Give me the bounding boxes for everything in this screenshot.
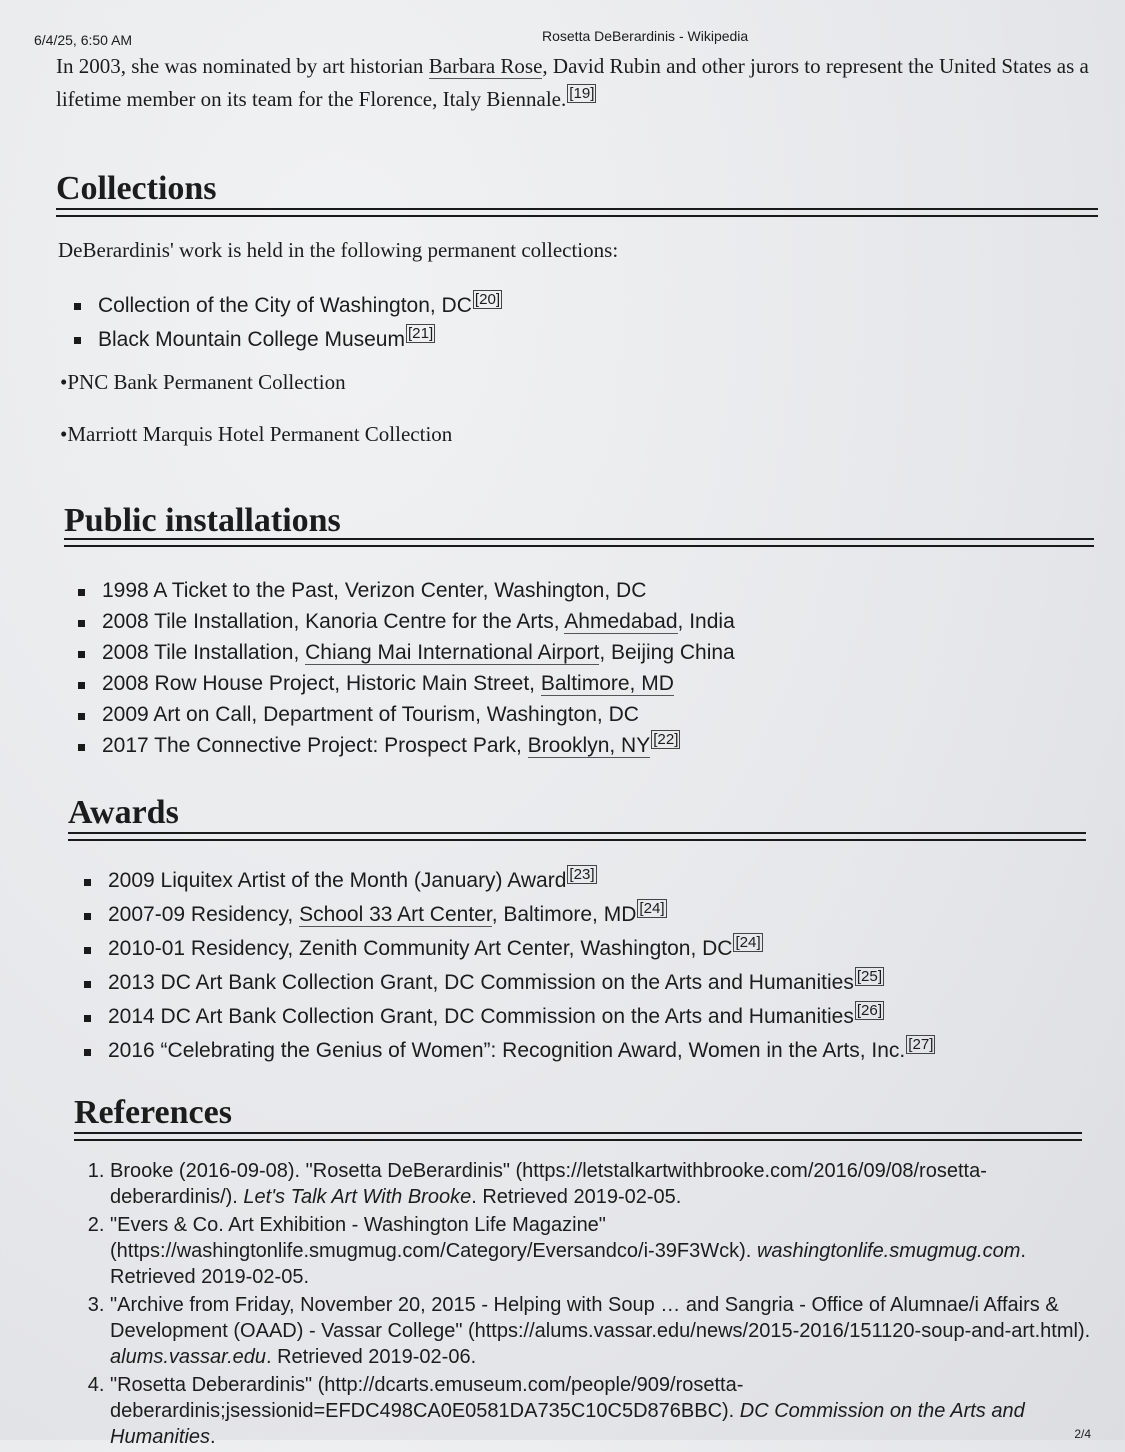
installations-heading: Public installations — [64, 502, 341, 539]
citation-25[interactable]: [25] — [856, 968, 883, 985]
citation-26[interactable]: [26] — [856, 1002, 883, 1019]
list-item: 2008 Tile Installation, Kanoria Centre for the Arts, Ahmedabad, India — [76, 606, 1076, 637]
ahmedabad-link[interactable]: Ahmedabad — [564, 610, 678, 633]
reference-item: 1. Brooke (2016-09-08). "Rosetta DeBerardinis" (https://letstalkartwithbrooke.com/2016/09/08/rosetta-deberardinis/). Let's Talk Art With Brooke. Retrieved 2019-02-05. — [110, 1158, 1110, 1210]
collections-rule — [56, 208, 1098, 217]
list-item: 2010-01 Residency, Zenith Community Art Center, Washington, DC [24] — [82, 932, 1082, 966]
list-item: •PNC Bank Permanent Collection — [60, 370, 346, 394]
citation-27[interactable]: [27] — [908, 1036, 934, 1053]
list-item: 2008 Tile Installation, Chiang Mai International Airport, Beijing China — [76, 637, 1076, 668]
reference-item: 4. "Rosetta Deberardinis" (http://dcarts.emuseum.com/people/909/rosetta-deberardinis;jsessionid=EFDC498CA0E0581DA735C10C5D876BBC). DC Commission on the Arts and Humanities. — [110, 1372, 1110, 1450]
page-number: 2/4 — [1074, 1427, 1091, 1441]
citation-24[interactable]: [24] — [639, 900, 665, 917]
list-item: 2009 Art on Call, Department of Tourism, Washington, DC — [76, 699, 1076, 730]
reference-item: 2. "Evers & Co. Art Exhibition - Washington Life Magazine" (https://washingtonlife.smugmug.com/Category/Eversandco/i-39F3Wck). washingtonlife.smugmug.com. Retrieved 2019-02-05. — [110, 1212, 1110, 1290]
list-item: 2013 DC Art Bank Collection Grant, DC Commission on the Arts and Humanities [25] — [82, 966, 1082, 1000]
citation-23[interactable]: [23] — [569, 866, 595, 883]
collections-heading: Collections — [56, 170, 217, 207]
list-item: Black Mountain College Museum [21] — [72, 326, 1072, 352]
references-heading: References — [74, 1094, 232, 1131]
citation-20[interactable]: [20] — [474, 291, 501, 308]
list-item: 2008 Row House Project, Historic Main Street, Baltimore, MD — [76, 668, 1076, 699]
installations-list — [76, 575, 1076, 761]
barbara-rose-link[interactable]: Barbara Rose — [428, 54, 543, 78]
collections-intro: DeBerardinis' work is held in the following permanent collections: — [58, 238, 619, 262]
list-item: 1998 A Ticket to the Past, Verizon Center, Washington, DC — [76, 575, 1076, 606]
baltimore-md-link[interactable]: Baltimore, MD — [540, 672, 674, 695]
list-item: 2016 “Celebrating the Genius of Women”: Recognition Award, Women in the Arts, Inc. [27] — [82, 1034, 1082, 1068]
brooklyn-ny-link[interactable]: Brooklyn, NY — [527, 734, 651, 757]
references-list — [80, 1158, 1110, 1452]
list-item: 2014 DC Art Bank Collection Grant, DC Commission on the Arts and Humanities [26] — [82, 1000, 1082, 1034]
list-item: Collection of the City of Washington, DC [20] — [72, 292, 1072, 318]
awards-rule — [68, 832, 1086, 841]
print-date: 6/4/25, 6:50 AM — [34, 32, 133, 48]
reference-item: 3. "Archive from Friday, November 20, 2015 - Helping with Soup … and Sangria - Office of Alumnae/i Affairs & Development (OAAD) - Vassar College" (https://alums.vassar.edu/news/2015-2016/151120-soup-and-art.html). alums.vassar.edu. Retrieved 2019-02-06. — [110, 1292, 1110, 1370]
intro-paragraph: In 2003, she was nominated by art historian Barbara Rose, David Rubin and other jurors to represent the United States as a lifetime member on its team for the Florence, Italy Biennale. [19] — [56, 54, 1089, 111]
list-item: 2017 The Connective Project: Prospect Park, Brooklyn, NY [22] — [76, 730, 1076, 761]
citation-22[interactable]: [22] — [653, 731, 679, 748]
awards-list — [82, 864, 1082, 1068]
citation-19[interactable]: [19] — [569, 85, 595, 102]
installations-rule — [64, 538, 1094, 547]
list-item: 2007-09 Residency, School 33 Art Center, Baltimore, MD [24] — [82, 898, 1082, 932]
list-item: •Marriott Marquis Hotel Permanent Collection — [60, 422, 453, 446]
citation-21[interactable]: [21] — [407, 325, 434, 342]
collections-list — [72, 292, 1072, 352]
chiang-mai-airport-link[interactable]: Chiang Mai International Airport — [305, 641, 600, 664]
list-item: 2009 Liquitex Artist of the Month (January) Award [23] — [82, 864, 1082, 898]
awards-heading: Awards — [68, 794, 179, 831]
citation-24b[interactable]: [24] — [735, 934, 761, 951]
print-page-title: Rosetta DeBerardinis - Wikipedia — [542, 28, 749, 44]
references-rule — [74, 1132, 1082, 1141]
school-33-link[interactable]: School 33 Art Center — [299, 903, 492, 926]
